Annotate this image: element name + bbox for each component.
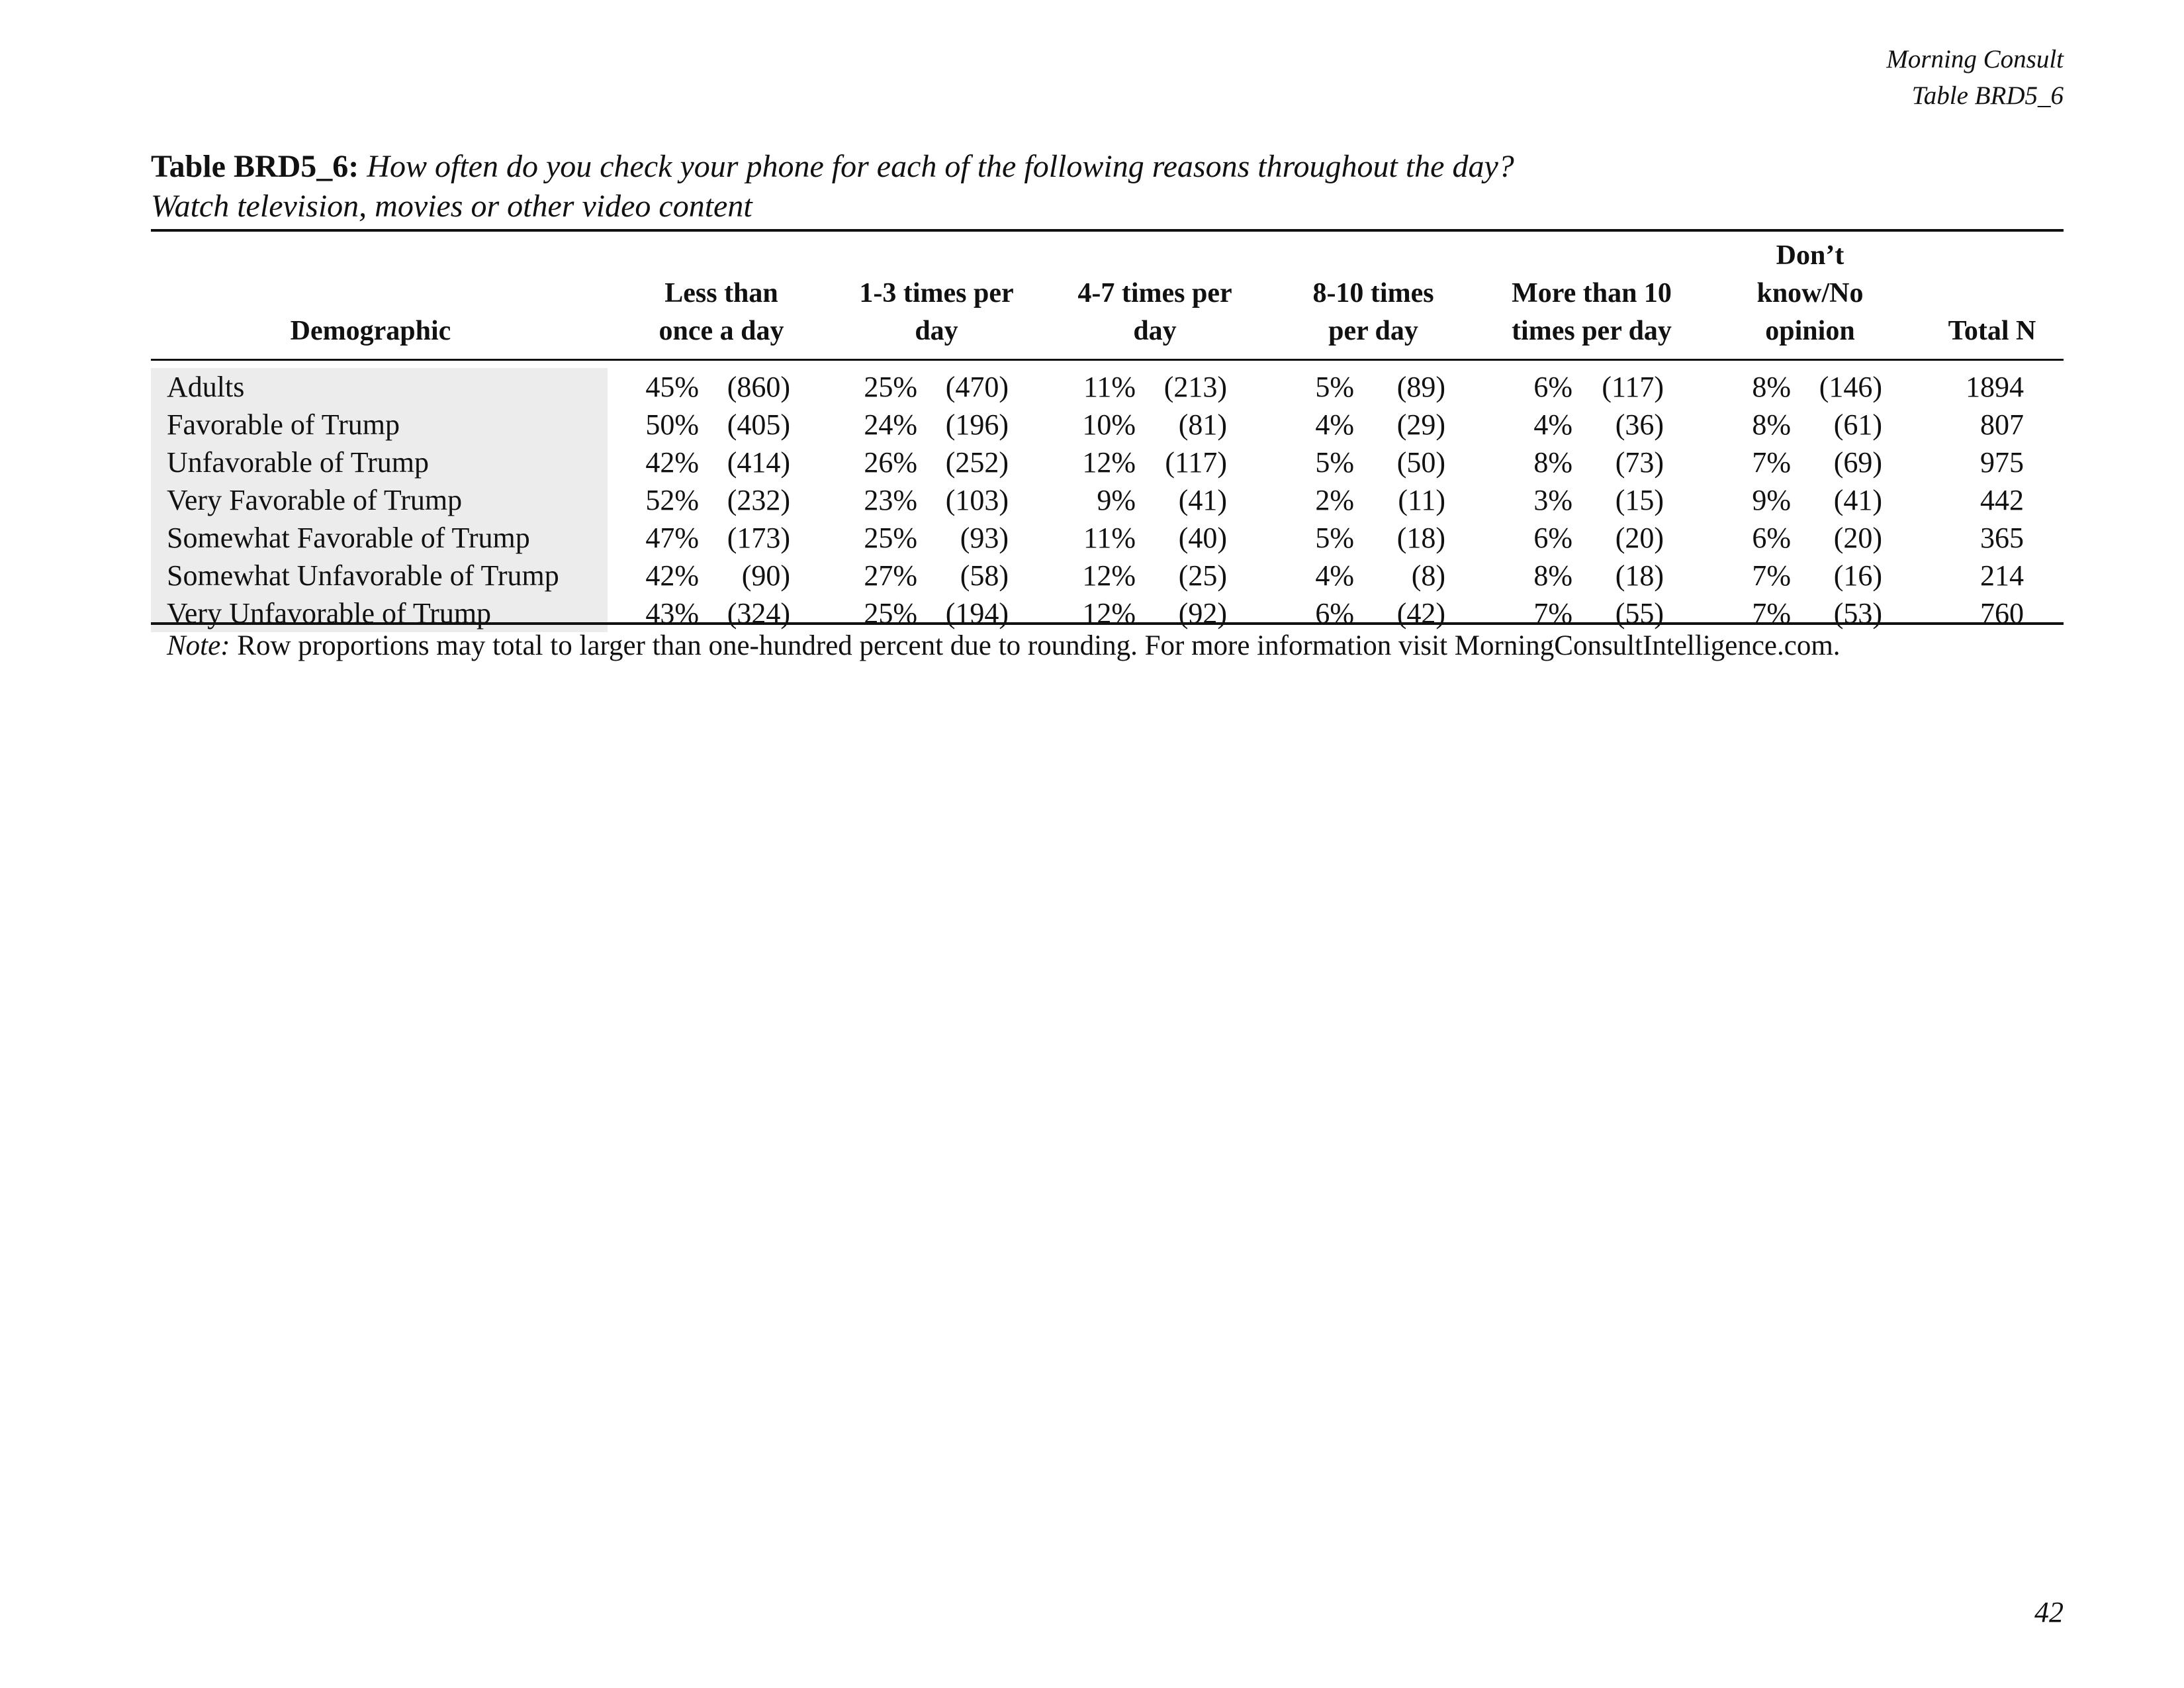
cell-percent: 8%	[1533, 446, 1572, 479]
cell-percent: 42%	[645, 446, 699, 479]
cell-percent: 25%	[864, 371, 917, 403]
cell-count: (55)	[1615, 597, 1664, 630]
cell-total-n: 365	[1980, 522, 2024, 554]
cell-percent: 8%	[1533, 559, 1572, 592]
cell-count: (860)	[727, 371, 790, 403]
cell-percent: 7%	[1752, 446, 1791, 479]
col-header-dont-know: Don’t know/No opinion	[1756, 240, 1864, 346]
cell-total-n: 442	[1980, 484, 2024, 516]
cell-percent: 42%	[645, 559, 699, 592]
page-header	[1886, 41, 2064, 114]
cell-count: (89)	[1396, 371, 1445, 403]
cell-percent: 52%	[645, 484, 699, 516]
cell-percent: 5%	[1315, 446, 1354, 479]
cell-percent: 26%	[864, 446, 917, 479]
cell-count: (81)	[1178, 408, 1227, 441]
header-org: Morning Consult	[1886, 45, 2064, 73]
table-row	[151, 368, 2064, 406]
cell-percent: 3%	[1533, 484, 1572, 516]
cell-percent: 6%	[1533, 522, 1572, 554]
table-header-rule	[151, 359, 2064, 361]
cell-percent: 12%	[1082, 446, 1136, 479]
col-header-demographic: Demographic	[290, 316, 451, 346]
cell-total-n: 760	[1980, 597, 2024, 630]
cell-percent: 6%	[1752, 522, 1791, 554]
col-header-8-10-times: 8-10 times per day	[1312, 278, 1434, 346]
cell-percent: 25%	[864, 522, 917, 554]
cell-count: (25)	[1178, 559, 1227, 592]
cell-percent: 23%	[864, 484, 917, 516]
cell-count: (41)	[1178, 484, 1227, 516]
table-title	[151, 147, 2064, 226]
col-header-total-n: Total N	[1948, 316, 2036, 346]
cell-count: (117)	[1165, 446, 1227, 479]
title-label: Table BRD5_6:	[151, 149, 359, 184]
cell-percent: 12%	[1082, 559, 1136, 592]
cell-count: (324)	[727, 597, 790, 630]
row-demographic-label: Adults	[151, 368, 608, 406]
cell-count: (18)	[1396, 522, 1445, 554]
cell-count: (213)	[1163, 371, 1227, 403]
cell-percent: 11%	[1083, 522, 1136, 554]
cell-count: (15)	[1615, 484, 1664, 516]
cell-percent: 6%	[1533, 371, 1572, 403]
table-row	[151, 406, 2064, 444]
cell-count: (41)	[1833, 484, 1882, 516]
cell-count: (58)	[960, 559, 1009, 592]
cell-percent: 4%	[1533, 408, 1572, 441]
cell-count: (92)	[1178, 597, 1227, 630]
table-top-rule	[151, 229, 2064, 232]
row-demographic-label: Somewhat Favorable of Trump	[151, 519, 608, 557]
cell-percent: 12%	[1082, 597, 1136, 630]
table-row	[151, 519, 2064, 557]
title-question: How often do you check your phone for each of the following reasons throughout the day?	[367, 149, 1514, 184]
col-header-4-7-times: 4-7 times per day	[1077, 278, 1232, 346]
note-label: Note:	[167, 630, 230, 661]
cell-count: (8)	[1411, 559, 1445, 592]
cell-percent: 8%	[1752, 408, 1791, 441]
cell-count: (53)	[1833, 597, 1882, 630]
cell-percent: 27%	[864, 559, 917, 592]
title-subtitle: Watch television, movies or other video content	[151, 189, 752, 224]
row-demographic-label: Favorable of Trump	[151, 406, 608, 444]
cell-percent: 2%	[1315, 484, 1354, 516]
table-row	[151, 557, 2064, 594]
cell-percent: 8%	[1752, 371, 1791, 403]
cell-count: (93)	[960, 522, 1009, 554]
col-header-less-than-once: Less than once a day	[659, 278, 784, 346]
cell-count: (117)	[1602, 371, 1664, 403]
cell-count: (414)	[727, 446, 790, 479]
table-note	[167, 626, 1841, 666]
cell-percent: 6%	[1315, 597, 1354, 630]
page-number: 42	[2034, 1596, 2064, 1628]
row-demographic-label: Somewhat Unfavorable of Trump	[151, 557, 608, 594]
cell-percent: 7%	[1533, 597, 1572, 630]
cell-percent: 5%	[1315, 371, 1354, 403]
cell-count: (50)	[1396, 446, 1445, 479]
cell-count: (40)	[1178, 522, 1227, 554]
cell-count: (16)	[1833, 559, 1882, 592]
cell-count: (103)	[945, 484, 1009, 516]
cell-percent: 4%	[1315, 408, 1354, 441]
row-demographic-label: Very Favorable of Trump	[151, 481, 608, 519]
cell-count: (173)	[727, 522, 790, 554]
cell-percent: 50%	[645, 408, 699, 441]
cell-percent: 5%	[1315, 522, 1354, 554]
col-header-1-3-times: 1-3 times per day	[859, 278, 1014, 346]
cell-percent: 24%	[864, 408, 917, 441]
cell-count: (69)	[1833, 446, 1882, 479]
cell-percent: 47%	[645, 522, 699, 554]
col-header-more-than-10: More than 10 times per day	[1512, 278, 1672, 346]
note-text: Row proportions may total to larger than one-hundred percent due to rounding. For more information visit MorningConsultIntelligence.com.	[237, 630, 1841, 661]
cell-total-n: 1894	[1966, 371, 2024, 403]
cell-total-n: 214	[1980, 559, 2024, 592]
cell-total-n: 975	[1980, 446, 2024, 479]
cell-count: (252)	[945, 446, 1009, 479]
header-table-id: Table BRD5_6	[1911, 81, 2064, 110]
cell-count: (196)	[945, 408, 1009, 441]
cell-count: (470)	[945, 371, 1009, 403]
cell-percent: 9%	[1752, 484, 1791, 516]
cell-count: (73)	[1615, 446, 1664, 479]
table-body	[151, 368, 2064, 632]
cell-percent: 25%	[864, 597, 917, 630]
row-demographic-label: Unfavorable of Trump	[151, 444, 608, 481]
cell-count: (20)	[1615, 522, 1664, 554]
cell-count: (20)	[1833, 522, 1882, 554]
cell-count: (146)	[1819, 371, 1882, 403]
cell-percent: 10%	[1082, 408, 1136, 441]
cell-percent: 11%	[1083, 371, 1136, 403]
cell-count: (61)	[1833, 408, 1882, 441]
cell-percent: 7%	[1752, 597, 1791, 630]
cell-count: (29)	[1396, 408, 1445, 441]
cell-percent: 4%	[1315, 559, 1354, 592]
cell-count: (90)	[741, 559, 790, 592]
cell-count: (232)	[727, 484, 790, 516]
cell-count: (42)	[1396, 597, 1445, 630]
cell-percent: 7%	[1752, 559, 1791, 592]
table-bottom-rule	[151, 622, 2064, 625]
cell-total-n: 807	[1980, 408, 2024, 441]
table-row	[151, 444, 2064, 481]
cell-count: (18)	[1615, 559, 1664, 592]
table-row	[151, 481, 2064, 519]
cell-count: (36)	[1615, 408, 1664, 441]
cell-count: (11)	[1398, 484, 1445, 516]
cell-percent: 43%	[645, 597, 699, 630]
cell-count: (194)	[945, 597, 1009, 630]
row-demographic-label: Very Unfavorable of Trump	[151, 594, 608, 632]
cell-percent: 9%	[1097, 484, 1136, 516]
cell-percent: 45%	[645, 371, 699, 403]
cell-count: (405)	[727, 408, 790, 441]
